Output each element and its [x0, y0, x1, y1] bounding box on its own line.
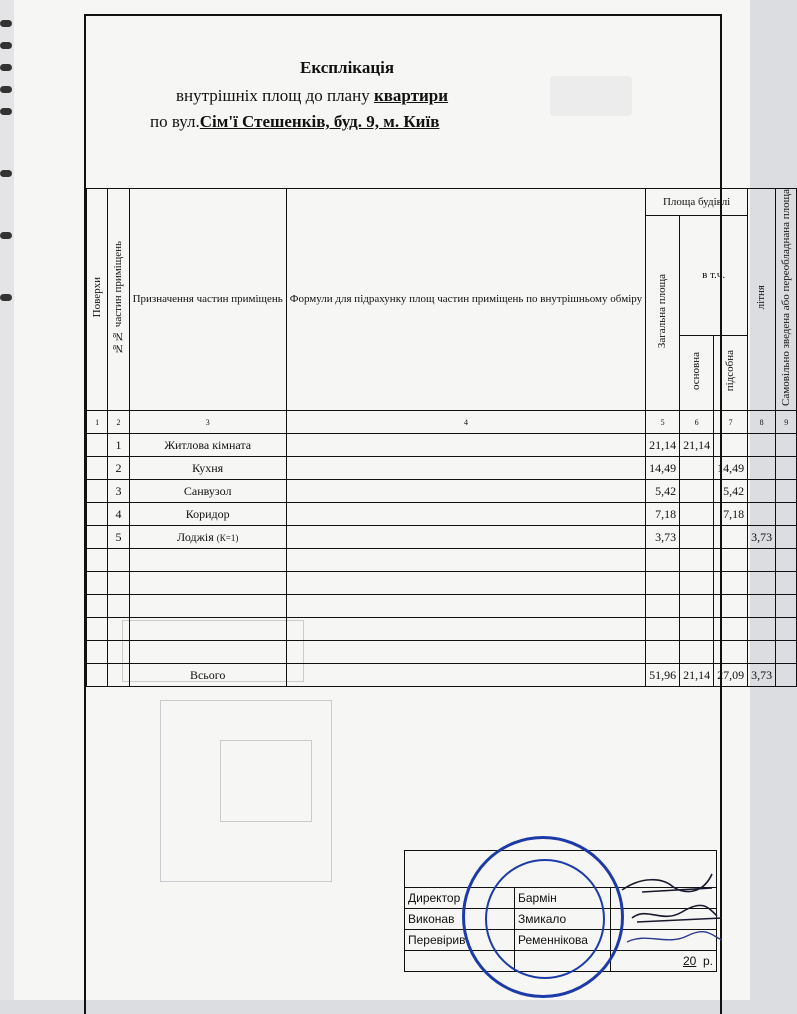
- address-line: [150, 112, 439, 132]
- table-row: 3 Санвузол 5,42 5,42: [87, 480, 797, 503]
- header-aux: підсобна: [714, 336, 748, 411]
- empty-row: [87, 572, 797, 595]
- subtitle-line: [176, 86, 448, 106]
- table-row: 4 Коридор 7,18 7,18: [87, 503, 797, 526]
- document-title: Експлікація: [300, 58, 395, 77]
- header-including: в т.ч.: [680, 216, 748, 336]
- spiral-binding: [0, 0, 14, 1000]
- director-label: Директор: [405, 888, 515, 909]
- date-field: 20 р.: [611, 951, 717, 972]
- header-summer: літня: [748, 189, 776, 411]
- checker-name: Ременнікова: [515, 930, 611, 951]
- header-area: Площа будівлі: [646, 189, 748, 216]
- header-unauthorized: Самовільно зведена або переобладнана площа: [776, 189, 797, 411]
- empty-row: [87, 641, 797, 664]
- header-total: Загальна площа: [646, 216, 680, 411]
- column-numbers-row: 1 2 3 4 5 6 7 8 9: [87, 411, 797, 434]
- executor-label: Виконав: [405, 909, 515, 930]
- header-main: основна: [680, 336, 714, 411]
- header-room-no: №№ частин приміщень: [108, 189, 129, 411]
- subtitle-prefix: внутрішніх площ до плану: [176, 86, 374, 105]
- table-row: 5 Лоджія (К=1) 3,73 3,73: [87, 526, 797, 549]
- empty-row: [87, 618, 797, 641]
- director-name: Бармін: [515, 888, 611, 909]
- address-value: Сім'ї Стешенків, буд. 9, м. Київ: [199, 112, 440, 131]
- table-row: 2 Кухня 14,49 14,49: [87, 457, 797, 480]
- official-stamp: [462, 836, 624, 998]
- redacted-box: [550, 76, 632, 116]
- handwritten-signatures: [612, 866, 732, 956]
- table-row: 1 Житлова кімната 21,14 21,14: [87, 434, 797, 457]
- header-formulas: Формули для підрахунку площ частин приміщень по внутрішньому обміру: [286, 189, 645, 411]
- executor-name: Змикало: [515, 909, 611, 930]
- empty-row: [87, 595, 797, 618]
- header-floors: Поверхи: [87, 189, 108, 411]
- checker-label: Перевірив: [405, 930, 515, 951]
- explication-table: [86, 188, 797, 687]
- address-prefix: по вул.: [150, 112, 200, 131]
- subtitle-apartment: квартири: [373, 86, 449, 105]
- room-note: (К=1): [216, 532, 239, 543]
- totals-row: Всього 51,96 21,14 27,09 3,73: [87, 664, 797, 687]
- header-purpose: Призначення частин приміщень: [129, 189, 286, 411]
- room-name: Лоджія: [177, 529, 214, 544]
- empty-row: [87, 549, 797, 572]
- bleed-through-plan: [220, 740, 312, 822]
